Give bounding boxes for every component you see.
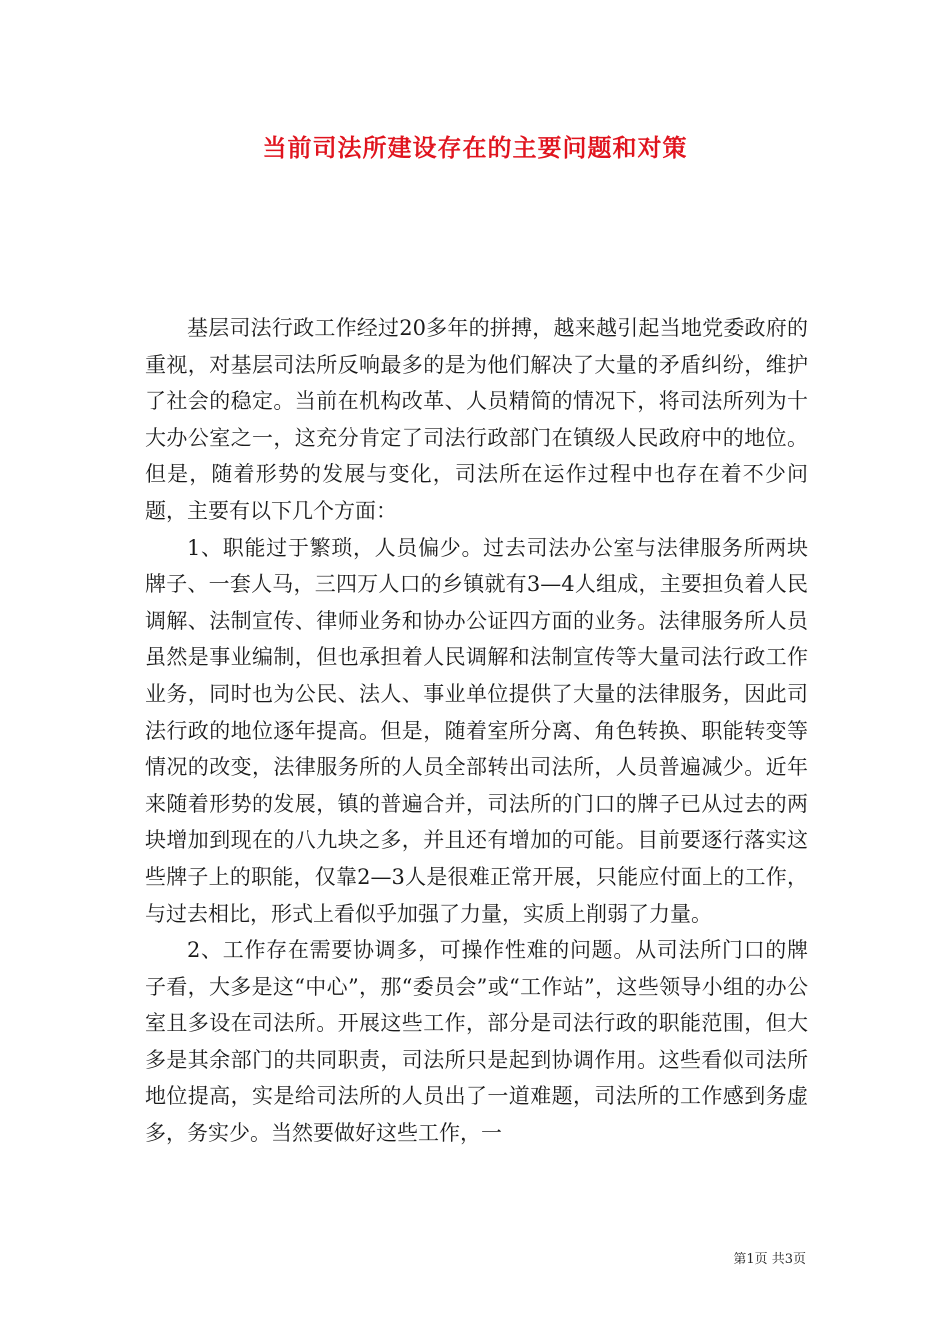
page-title: 当前司法所建设存在的主要问题和对策 — [262, 133, 688, 162]
paragraph-point-1: 1、职能过于繁琐，人员偏少。过去司法办公室与法律服务所两块牌子、一套人马，三四万人口的乡镇就有3—4人组成，主要担负着人民调解、法制宣传、律师业务和协办公证四方面的业务。法律服务所人员虽然是事业编制，但也承担着人民调解和法制宣传等大量司法行政工作业务，同时也为公民、法人、事业单位提供了大量的法律服务，因此司法行政的地位逐年提高。但是，随着室所分离、角色转换、职能转变等情况的改变，法律服务所的人员全部转出司法所，人员普遍减少。近年来随着形势的发展，镇的普遍合并，司法所的门口的牌子已从过去的两块增加到现在的八九块之多，并且还有增加的可能。目前要逐行落实这些牌子上的职能，仅靠2—3人是很难正常开展，只能应付面上的工作，与过去相比，形式上看似乎加强了力量，实质上削弱了力量。 — [145, 535, 808, 926]
paragraph-point-2: 2、工作存在需要协调多，可操作性难的问题。从司法所门口的牌子看，大多是这“中心”，那“委员会”或“工作站”，这些领导小组的办公室且多设在司法所。开展这些工作，部分是司法行政的职能范围，但大多是其余部门的共同职责，司法所只是起到协调作用。这些看似司法所地位提高，实是给司法所的人员出了一道难题，司法所的工作感到务虚多，务实少。当然要做好这些工作，一 — [145, 938, 808, 1146]
paragraph-intro: 基层司法行政工作经过20多年的拼搏，越来越引起当地党委政府的重视，对基层司法所反响最多的是为他们解决了大量的矛盾纠纷，维护了社会的稳定。当前在机构改革、人员精简的情况下，将司法所列为十大办公室之一，这充分肯定了司法行政部门在镇级人民政府中的地位。但是，随着形势的发展与变化，司法所在运作过程中也存在着不少问题，主要有以下几个方面： — [145, 316, 808, 523]
document-body — [145, 310, 808, 1152]
page-number: 第1页 共3页 — [733, 1252, 806, 1267]
